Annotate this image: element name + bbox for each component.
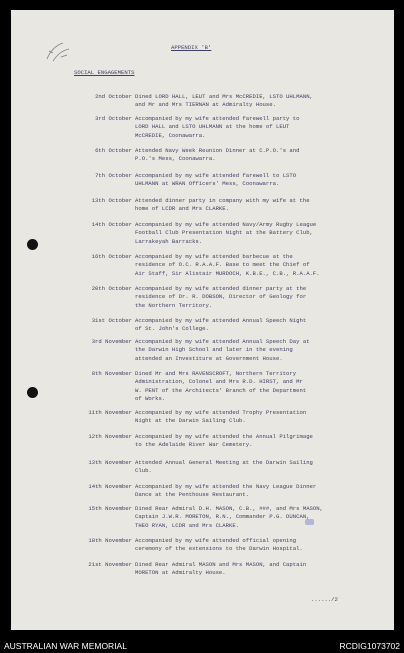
entry-text (135, 505, 365, 530)
punch-hole-bottom (27, 387, 38, 398)
appendix-label: APPENDIX 'B' (171, 44, 212, 51)
entry-text (135, 285, 365, 310)
entry-line: Dined Rear Admiral D.H. MASON, C.B., ###, and Mrs MASON, (135, 505, 323, 512)
entry-text (135, 459, 365, 476)
entry-line: Accompanied by my wife attended Annual Speech Night (135, 317, 307, 324)
entry-line: Larrakeyah Barracks. (135, 237, 203, 245)
entry-date: 31st October (91, 317, 132, 324)
entry-line: residence of O.C. R.A.A.F. Base to meet the Chief of (135, 261, 310, 269)
entry-line: W. PENT of the Architects' Branch of the Department (135, 386, 307, 394)
entry-line: home of LCDR and Mrs CLARKE. (135, 205, 229, 213)
entry-date: 18th November (88, 537, 132, 544)
entry-date: 3rd October (95, 115, 132, 122)
entry-date: 14th October (91, 221, 132, 228)
entry-line: Attended Navy Week Reunion Dinner at C.P.O.'s and (135, 147, 300, 154)
entry-text (135, 172, 365, 189)
entry-text (135, 253, 365, 278)
entry-line: MORETON at Admiralty House. (135, 569, 226, 577)
entry-date: 20th October (91, 285, 132, 292)
entry-text (135, 433, 365, 450)
entry-text (135, 221, 365, 246)
entry-line: Dined Mr and Mrs RAVENSCROFT, Northern Territory (135, 370, 297, 377)
entry-line: Accompanied by my wife attended the Navy League Dinner (135, 483, 317, 490)
entry-date: 12th November (88, 433, 132, 440)
section-heading: SOCIAL ENGAGEMENTS (74, 69, 135, 76)
entry-line: P.O.'s Mess, Coonawarra. (135, 155, 216, 163)
entry-line: Night at the Darwin Sailing Club. (135, 417, 246, 425)
entry-text (135, 338, 365, 363)
entry-line: Air Staff, Sir Alistair MURDOCH, K.B.E., C.B., R.A.A.F. (135, 269, 320, 277)
entry-line: McCREDIE, Coonawarra. (135, 131, 206, 139)
entry-date: 6th October (95, 147, 132, 154)
entry-text (135, 93, 365, 110)
entry-text (135, 561, 365, 578)
entry-date: 3rd November (91, 338, 132, 345)
entry-line: Accompanied by my wife attended barbecue at the (135, 253, 293, 260)
entry-line: Accompanied by my wife attended official opening (135, 537, 297, 544)
entry-line: the Northern Territory. (135, 301, 213, 309)
entry-date: 7th October (95, 172, 132, 179)
entry-text (135, 115, 365, 140)
entry-date: 13th October (91, 197, 132, 204)
entry-line: Captain J.W.R. MORETON, R.N., Commander P.G. DUNCAN, (135, 513, 310, 521)
entry-line: Accompanied by my wife attended Navy/Army Rugby League (135, 221, 317, 228)
entry-line: Accompanied by my wife attended farewell party to (135, 115, 300, 122)
entry-date: 21st November (88, 561, 132, 568)
footer-source: AUSTRALIAN WAR MEMORIAL (4, 641, 127, 651)
entry-line: the Darwin High School and later in the evening (135, 346, 293, 354)
punch-hole-top (27, 239, 38, 250)
entry-line: ceremony of the extensions to the Darwin Hospital. (135, 545, 303, 553)
entry-line: Administration, Colonel and Mrs R.D. HIRST, and Mr (135, 378, 303, 386)
entry-text (135, 370, 365, 404)
entry-date: 16th October (91, 253, 132, 260)
entry-line: Attended dinner party in company with my wife at the (135, 197, 310, 204)
entry-text (135, 197, 365, 214)
entry-line: and Mr and Mrs TIERNAN at Admiralty House. (135, 101, 276, 109)
entry-line: UHLMANN at WRAN Officers' Mess, Coonawarra. (135, 180, 280, 188)
entry-date: 2nd October (95, 93, 132, 100)
entry-text (135, 147, 365, 164)
entry-date: 13th November (88, 459, 132, 466)
entry-line: Dined LORD HALL, LEUT and Mrs McCREDIE, LSTO UHLMANN, (135, 93, 313, 100)
entry-line: Dined Rear Admiral MASON and Mrs MASON, and Captain (135, 561, 307, 568)
entry-line: Dance at the Penthouse Restaurant. (135, 491, 250, 499)
entry-line: LORD HALL and LSTO UHLMANN at the home of LEUT (135, 123, 290, 131)
handwritten-mark (43, 39, 73, 65)
entry-date: 15th November (88, 505, 132, 512)
entry-text (135, 483, 365, 500)
entry-date: 11th November (88, 409, 132, 416)
entry-line: Football Club Presentation Night at the Battery Club, (135, 229, 313, 237)
entry-line: of Works. (135, 395, 166, 403)
entry-line: attended an Investiture at Government House. (135, 354, 283, 362)
entry-date: 8th November (91, 370, 132, 377)
entry-text (135, 409, 365, 426)
footer-bar (0, 639, 404, 653)
page-continuation: ....../2 (311, 596, 338, 603)
entry-line: Accompanied by my wife attended dinner party at the (135, 285, 307, 292)
entry-line: Accompanied by my wife attended Annual Speech Day at (135, 338, 310, 345)
entry-text (135, 537, 365, 554)
entry-line: Club. (135, 467, 152, 475)
entry-line: Accompanied by my wife attended Trophy Presentation (135, 409, 307, 416)
entry-line: Accompanied by my wife attended farewell to LSTO (135, 172, 297, 179)
entry-line: residence of Dr. R. DOBSON, Director of Geology for (135, 293, 307, 301)
entry-line: of St. John's College. (135, 325, 209, 333)
entry-text (135, 317, 365, 334)
entry-date: 14th November (88, 483, 132, 490)
entry-line: Attended Annual General Meeting at the Darwin Sailing (135, 459, 313, 466)
entry-line: to the Adelaide River War Cemetery. (135, 441, 253, 449)
entry-line: Accompanied by my wife attended the Annual Pilgrimage (135, 433, 313, 440)
entry-line: THEO RYAN, LCDR and Mrs CLARKE. (135, 521, 240, 529)
footer-id: RCDIG1073702 (339, 641, 400, 651)
